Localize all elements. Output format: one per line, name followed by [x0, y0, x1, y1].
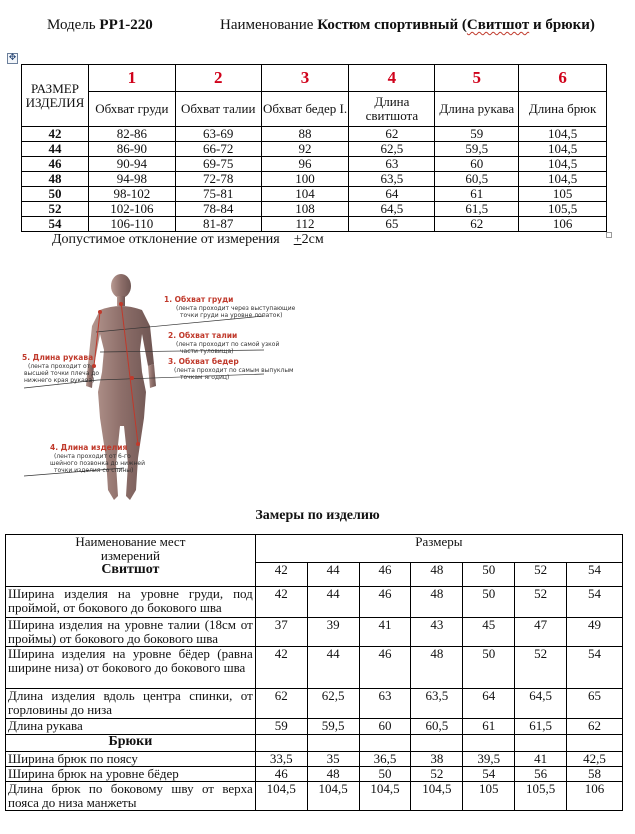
measurement-value: 39,5: [463, 752, 515, 767]
figure-label-waist: 2. Обхват талии: [168, 331, 238, 340]
size-cell: 44: [22, 142, 89, 157]
figure-label-length: 4. Длина изделия: [50, 443, 128, 452]
measurement-value: 64,5: [515, 689, 567, 719]
value-cell: 63,5: [349, 172, 435, 187]
col-number: 5: [435, 65, 519, 92]
measurement-value: 104,5: [359, 782, 411, 811]
value-cell: 104,5: [519, 172, 607, 187]
measurement-label: Ширина изделия на уровне талии (18см от проймы) от бокового до бокового шва: [6, 618, 256, 647]
svg-text:точки груди на уровне лопаток): точки груди на уровне лопаток): [180, 312, 283, 319]
measurement-figure: [14, 268, 296, 508]
value-cell: 60: [435, 157, 519, 172]
size-header-cell: 44: [307, 563, 359, 587]
measurement-value: 43: [411, 618, 463, 647]
measurement-row: [6, 587, 623, 618]
measurement-value: 46: [255, 767, 307, 782]
value-cell: 59,5: [435, 142, 519, 157]
measurement-row: [6, 719, 623, 735]
measurement-value: 49: [567, 618, 623, 647]
figure-label-chest: 1. Обхват груди: [164, 295, 234, 304]
size-cell: 54: [22, 217, 89, 232]
svg-text:(лента проходит по самым выпук: (лента проходит по самым выпуклым: [174, 367, 294, 374]
value-cell: 106-110: [88, 217, 175, 232]
measurement-value: 42: [255, 647, 307, 689]
col-number: 2: [175, 65, 261, 92]
value-cell: 65: [349, 217, 435, 232]
tolerance-plus-minus: +: [293, 232, 302, 247]
value-cell: 86-90: [88, 142, 175, 157]
value-cell: 63-69: [175, 127, 261, 142]
value-cell: 75-81: [175, 187, 261, 202]
measurement-value: 33,5: [255, 752, 307, 767]
measurement-value: 65: [567, 689, 623, 719]
size-row: [22, 187, 607, 202]
measurement-value: 36,5: [359, 752, 411, 767]
value-cell: 100: [261, 172, 349, 187]
measurement-value: 42,5: [567, 752, 623, 767]
name-open-paren: (: [458, 17, 467, 33]
value-cell: 69-75: [175, 157, 261, 172]
measurement-value: 44: [307, 587, 359, 618]
size-cell: 46: [22, 157, 89, 172]
section-sweatshirt: Свитшот: [101, 562, 160, 577]
value-cell: 61,5: [435, 202, 519, 217]
size-row: [22, 202, 607, 217]
measurement-value: 56: [515, 767, 567, 782]
measurement-value: 46: [359, 647, 411, 689]
measurement-value: 45: [463, 618, 515, 647]
svg-text:точки изделия со спины): точки изделия со спины): [54, 467, 134, 474]
svg-text:(лента проходит от 6-го: (лента проходит от 6-го: [54, 453, 131, 460]
name-sweatshirt: Свитшот: [466, 17, 530, 33]
col-header-chest: Обхват груди: [88, 92, 175, 127]
measurements-title: Замеры по изделию: [255, 508, 380, 523]
size-cell: 50: [22, 187, 89, 202]
value-cell: 105: [519, 187, 607, 202]
empty-cell: [359, 735, 411, 752]
product-name-label: [220, 17, 595, 34]
value-cell: 78-84: [175, 202, 261, 217]
value-cell: 108: [261, 202, 349, 217]
figure-label-sleeve: 5. Длина рукава: [22, 353, 94, 362]
measurement-value: 54: [463, 767, 515, 782]
col-header-waist: Обхват талии: [175, 92, 261, 127]
size-header-cell: 50: [463, 563, 515, 587]
col-number: 1: [88, 65, 175, 92]
col-header-sleeve-length: Длина рукава: [435, 92, 519, 127]
measurement-row: [6, 689, 623, 719]
measurement-row: [6, 752, 623, 767]
col-header-pants-length: Длина брюк: [519, 92, 607, 127]
value-cell: 61: [435, 187, 519, 202]
measurement-value: 54: [567, 647, 623, 689]
figure-label-hips: 3. Обхват бедер: [168, 357, 239, 366]
svg-text:части туловища): части туловища): [180, 348, 234, 355]
value-cell: 112: [261, 217, 349, 232]
measurement-value: 48: [411, 647, 463, 689]
value-cell: 59: [435, 127, 519, 142]
measurement-value: 48: [307, 767, 359, 782]
empty-cell: [255, 735, 307, 752]
header-place-name: Наименование мест измерений Свитшот: [6, 535, 256, 587]
measurement-label: Длина рукава: [6, 719, 256, 735]
measurement-value: 50: [463, 587, 515, 618]
measurement-value: 59: [255, 719, 307, 735]
value-cell: 62: [349, 127, 435, 142]
col-header-hips: Обхват бедер I.: [261, 92, 349, 127]
value-cell: 81-87: [175, 217, 261, 232]
measurement-value: 37: [255, 618, 307, 647]
svg-text:(лента проходит через выступаю: (лента проходит через выступающие: [176, 305, 296, 312]
measurement-value: 58: [567, 767, 623, 782]
garment-measurements-table: [5, 534, 623, 811]
measurement-value: 59,5: [307, 719, 359, 735]
measurement-value: 52: [515, 647, 567, 689]
name-rest: и брюки): [529, 17, 595, 33]
size-header-cell: 46: [359, 563, 411, 587]
value-cell: 104,5: [519, 157, 607, 172]
measurement-value: 41: [515, 752, 567, 767]
value-cell: 102-106: [88, 202, 175, 217]
measurement-value: 104,5: [411, 782, 463, 811]
measurement-label: Ширина брюк на уровне бёдер: [6, 767, 256, 782]
body-silhouette-illustration: [14, 268, 296, 508]
size-table: [21, 64, 607, 232]
measurement-value: 46: [359, 587, 411, 618]
measurement-value: 41: [359, 618, 411, 647]
value-cell: 64,5: [349, 202, 435, 217]
model-code: PP1-220: [99, 17, 153, 33]
tolerance-value: 2см: [301, 232, 324, 247]
measurement-label: Ширина брюк по поясу: [6, 752, 256, 767]
value-cell: 96: [261, 157, 349, 172]
empty-cell: [463, 735, 515, 752]
col-number: 3: [261, 65, 349, 92]
measurement-value: 104,5: [307, 782, 359, 811]
svg-text:(лента проходит от: (лента проходит от: [28, 363, 91, 370]
measurement-value: 60: [359, 719, 411, 735]
size-row: [22, 142, 607, 157]
name-title: Костюм спортивный: [317, 17, 459, 33]
size-header-cell: 52: [515, 563, 567, 587]
measurement-value: 50: [463, 647, 515, 689]
value-cell: 104,5: [519, 127, 607, 142]
model-label: [47, 17, 153, 34]
svg-text:точкам ягодиц): точкам ягодиц): [180, 374, 230, 381]
measurement-row: [6, 782, 623, 811]
value-cell: 63: [349, 157, 435, 172]
col-number: 4: [349, 65, 435, 92]
measurement-value: 47: [515, 618, 567, 647]
size-header-cell: 42: [255, 563, 307, 587]
measurement-row: [6, 618, 623, 647]
empty-cell: [567, 735, 623, 752]
value-cell: 106: [519, 217, 607, 232]
size-row: [22, 217, 607, 232]
svg-text:высшей точки плеча до: высшей точки плеча до: [24, 370, 100, 377]
measurement-value: 63: [359, 689, 411, 719]
measurement-value: 106: [567, 782, 623, 811]
measurement-label: Длина изделия вдоль центра спинки, от горловины до низа: [6, 689, 256, 719]
table-move-handle-icon[interactable]: ✥: [8, 53, 17, 63]
measurement-value: 62,5: [307, 689, 359, 719]
size-cell: 42: [22, 127, 89, 142]
measurement-value: 63,5: [411, 689, 463, 719]
measurement-value: 64: [463, 689, 515, 719]
name-prefix: Наименование: [220, 17, 314, 33]
model-prefix: Модель: [47, 17, 96, 33]
value-cell: 72-78: [175, 172, 261, 187]
section-pants: Брюки: [6, 735, 256, 752]
value-cell: 104: [261, 187, 349, 202]
measurement-label: Ширина изделия на уровне бёдер (равна ширине низа) от бокового до бокового шва: [6, 647, 256, 689]
value-cell: 60,5: [435, 172, 519, 187]
measurement-label: Ширина изделия на уровне груди, под проймой, от бокового до бокового шва: [6, 587, 256, 618]
measurement-value: 44: [307, 647, 359, 689]
measurement-value: 42: [255, 587, 307, 618]
measurement-value: 54: [567, 587, 623, 618]
measurement-row: [6, 767, 623, 782]
size-row: [22, 127, 607, 142]
value-cell: 62: [435, 217, 519, 232]
col-header-sweatshirt-length: Длина свитшота: [349, 92, 435, 127]
empty-cell: [307, 735, 359, 752]
measurement-value: 61,5: [515, 719, 567, 735]
measurement-value: 105,5: [515, 782, 567, 811]
measurement-value: 52: [515, 587, 567, 618]
measurement-value: 50: [359, 767, 411, 782]
measurement-value: 39: [307, 618, 359, 647]
size-cell: 52: [22, 202, 89, 217]
size-header-cell: 48: [411, 563, 463, 587]
value-cell: 98-102: [88, 187, 175, 202]
size-header-cell: 54: [567, 563, 623, 587]
measurement-value: 62: [255, 689, 307, 719]
value-cell: 82-86: [88, 127, 175, 142]
measurement-value: 104,5: [255, 782, 307, 811]
value-cell: 105,5: [519, 202, 607, 217]
value-cell: 62,5: [349, 142, 435, 157]
measurement-value: 48: [411, 587, 463, 618]
tolerance-text: Допустимое отклонение от измерения: [52, 232, 280, 247]
header-sizes: Размеры: [255, 535, 622, 563]
col-number: 6: [519, 65, 607, 92]
measurement-value: 38: [411, 752, 463, 767]
measurement-value: 62: [567, 719, 623, 735]
svg-text:шейного позвонка до нижней: шейного позвонка до нижней: [50, 460, 145, 467]
measurement-value: 60,5: [411, 719, 463, 735]
value-cell: 94-98: [88, 172, 175, 187]
section-row: [6, 735, 623, 752]
size-cell: 48: [22, 172, 89, 187]
measurement-value: 105: [463, 782, 515, 811]
empty-cell: [515, 735, 567, 752]
table-resize-handle[interactable]: [606, 232, 612, 238]
tolerance-note: [52, 232, 324, 248]
measurement-row: [6, 647, 623, 689]
empty-cell: [411, 735, 463, 752]
size-row: [22, 172, 607, 187]
measurement-value: 35: [307, 752, 359, 767]
size-header: РАЗМЕР ИЗДЕЛИЯ: [22, 65, 89, 127]
svg-text:нижнего края рукава): нижнего края рукава): [24, 377, 95, 384]
measurement-label: Длина брюк по боковому шву от верха пояса до низа манжеты: [6, 782, 256, 811]
value-cell: 104,5: [519, 142, 607, 157]
value-cell: 66-72: [175, 142, 261, 157]
value-cell: 90-94: [88, 157, 175, 172]
value-cell: 88: [261, 127, 349, 142]
measurement-value: 61: [463, 719, 515, 735]
value-cell: 64: [349, 187, 435, 202]
measurement-value: 52: [411, 767, 463, 782]
svg-text:(лента проходит по самой узкой: (лента проходит по самой узкой: [176, 341, 280, 348]
size-row: [22, 157, 607, 172]
value-cell: 92: [261, 142, 349, 157]
